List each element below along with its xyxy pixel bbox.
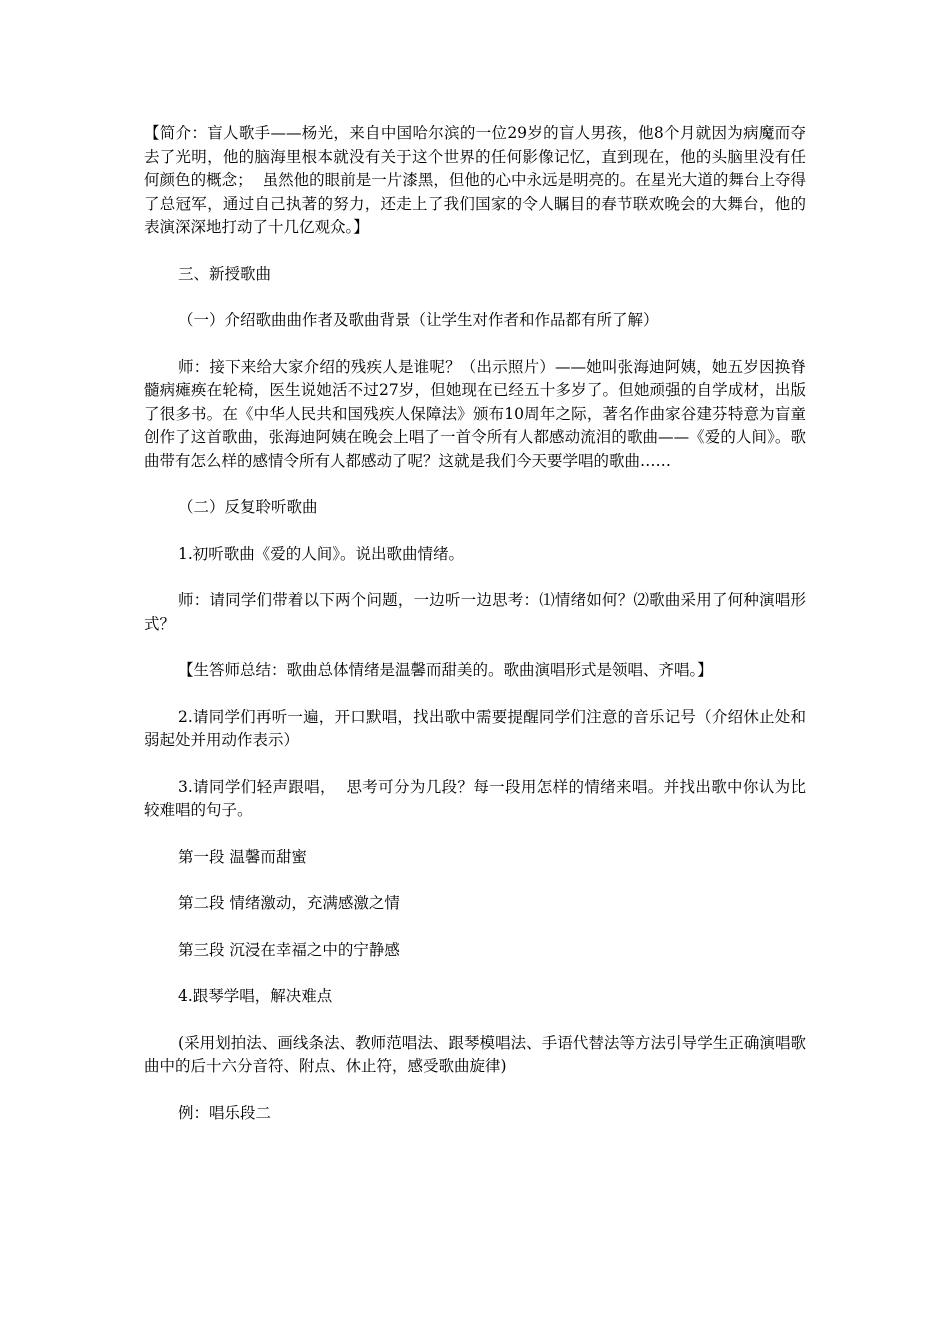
teacher-paragraph-introduction: 师：接下来给大家介绍的残疾人是谁呢？（出示照片）——她叫张海迪阿姨，她五岁因换脊髓病瘫痪在轮椅，医生说她活不过27岁，但她现在已经五十多岁了。但她顽强的自学成材，出版了很多书。在《中华人民共和国残疾人保障法》颁布10周年之际，著名作曲家谷建芬特意为盲童创作了这首歌曲，张海迪阿姨在晚会上唱了一首令所有人都感动流泪的歌曲——《爱的人间》。歌曲带有怎么样的感情令所有人都感动了呢？这就是我们今天要学唱的歌曲…… [144,357,806,470]
step-1-paragraph: 1.初听歌曲《爱的人间》。说出歌曲情绪。 [178,544,465,563]
summary-paragraph: 【生答师总结：歌曲总体情绪是温馨而甜美的。歌曲演唱形式是领唱、齐唱。】 [178,661,713,679]
section-heading-new-song: 三、新授歌曲 [178,264,272,283]
example-line: 例：唱乐段二 [178,1103,272,1122]
document-page [144,122,806,1148]
segment-1-line: 第一段 温馨而甜蜜 [178,847,307,866]
intro-paragraph: 【简介：盲人歌手——杨光，来自中国哈尔滨的一位29岁的盲人男孩，他8个月就因为病魔而夺去了光明，他的脑海里根本就没有关于这个世界的任何影像记忆，直到现在，他的头脑里没有任何颜色的概念； 虽然他的眼前是一片漆黑，但他的心中永远是明亮的。在星光大道的舞台上夺得了总冠军，通过自己执著的努力，还走上了我们国家的令人瞩目的春节联欢晚会的大舞台，他的表演深深地打动了十几亿观众。】 [144,124,806,236]
subsection-heading-background: （一）介绍歌曲曲作者及歌曲背景（让学生对作者和作品都有所了解） [178,311,659,329]
step-4-paragraph: 4.跟琴学唱，解决难点 [178,987,333,1005]
segment-3-line: 第三段 沉浸在幸福之中的宁静感 [178,940,400,959]
step-2-paragraph: 2.请同学们再听一遍，开口默唱，找出歌中需要提醒同学们注意的音乐记号（介绍休止处和弱起处并用动作表示） [144,707,806,749]
teacher-questions-paragraph: 师：请同学们带着以下两个问题，一边听一边思考：⑴情绪如何？⑵歌曲采用了何种演唱形式？ [144,591,806,633]
step-3-paragraph: 3.请同学们轻声跟唱， 思考可分为几段？每一段用怎样的情绪来唱。并找出歌中你认为比较难唱的句子。 [144,777,806,819]
segment-2-line: 第二段 情绪激动，充满感激之情 [178,894,400,912]
method-paragraph: (采用划拍法、画线条法、教师范唱法、跟琴模唱法、手语代替法等方法引导学生正确演唱歌曲中的后十六分音符、附点、休止符，感受歌曲旋律) [144,1033,806,1075]
subsection-heading-listening: （二）反复聆听歌曲 [178,498,318,516]
